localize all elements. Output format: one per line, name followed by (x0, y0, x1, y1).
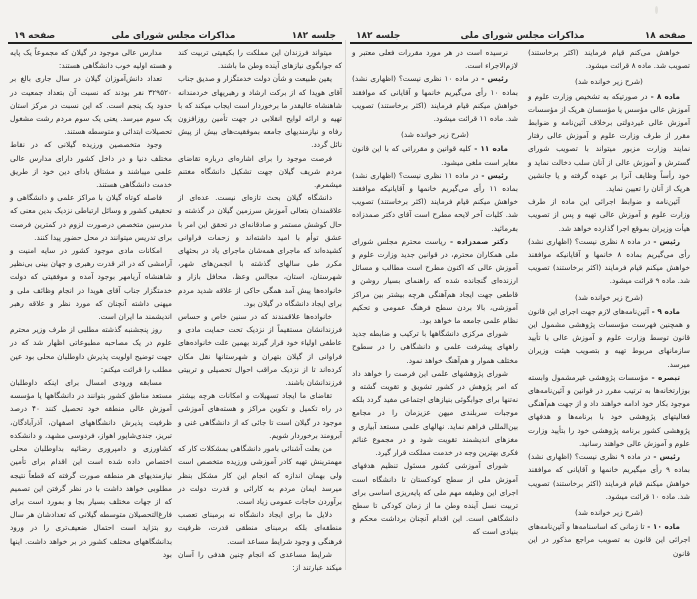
paragraph (178, 442, 342, 508)
paragraph-text: یقین طبیعت و شأن دولت خدمتگزار و صدیق جناب آقای هویدا که از برکت ارشاد و رهبریهای خردمندانه شاهنشاه عالیقدر ما برخوردار است ایجاب میکند که با تهیه و ارائه لوایح انقلابی در جهت تأمین روزافزون رفاه و نیازمندیهای جامعه بموفقیت‌های بیش از پیش نائل گردد. (178, 74, 342, 150)
paragraph (528, 235, 690, 288)
paragraph-text: دانشگاه گیلان بحث تازه‌ای نیست. عده‌ای از علاقمندان بتعالی آموزش سرزمین گیلان در گذشته و حال کوشش مستمر و صادقانه‌ای در تحقق این امر با عشق توأم با امید داشته‌اند و زحمات فراوانی کشیده‌اند که ماجرای همه‌شان ماجرای یاد در بحثهای مکرر طی سالهای گذشته با انجمن‌های شهر، شهرستان، استان، مجالس وعظ، محافل بازار و خانواده‌ها پیش آمد همگی حاکی از علاقه شدید مردم برای ایجاد دانشگاه در گیلان بود. (178, 193, 342, 308)
paragraph-text: خواهش می‌کنم قیام فرمایند (اکثر برخاستند) تصویب شد. ماده ۸ قرائت میشود. (528, 48, 690, 71)
paragraph (352, 235, 518, 327)
text-column (528, 46, 690, 560)
speaker-or-article-label: دکتر صمدزاده - (446, 236, 508, 246)
speaker-or-article-label: رئیس - (478, 74, 508, 84)
speaker-or-article-label: رئیس - (650, 236, 681, 246)
text-column (178, 46, 342, 574)
speaker-or-article-label: ماده ۹ - (649, 306, 680, 316)
paragraph (528, 450, 690, 503)
paragraph-text: فرصت موجود را برای اشاره‌ای درباره تقاضای مردم شریف گیلان جهت تشکیل دانشگاه مغتنم میشمرم. (178, 153, 342, 190)
paragraph (10, 191, 172, 244)
paragraph-text: آئین‌نامه‌های لازم جهت اجرای این قانون و همچنین فهرست مؤسسات پژوهشی مشمول این قانون توسط وزارت علوم و آموزش عالی با تأیید سازمانهای مربوط تهیه و بتصویب هیئت وزیران میرسد. (528, 306, 690, 369)
paragraph (352, 169, 518, 235)
page-gutter (345, 40, 346, 570)
paragraph (352, 72, 518, 125)
paragraph-text: شورای پژوهشهای علمی این فرصت را خواهد داد که امر پژوهش در کشور تشویق و تقویت گشته و نه‌تنها برای جوابگوئی بنیازهای اجتماعی مفید گردد بلکه موجبات سربلندی میهن عزیزمان را در مجامع بین‌المللی فراهم نماید. نهالهای علمی مستعد آبیاری و مغزهای اندیشمند تقویت شود و در مجموع غنائم فکری بهترین وجه در خدمت مملکت قرار گیرد. (352, 368, 518, 458)
paragraph-text: شورای مرکزی دانشگاهها با ترکیب و ضابطه جدید راههای پیشرفت علمی و دانشگاهی را در سطوح مختلف هموار و هم‌آهنگ خواهد نمود. (352, 329, 518, 365)
paragraph (10, 72, 172, 138)
header-title: مذاکرات مجلس شورای ملی (460, 31, 585, 41)
paragraph-text: وجود متخصصین ورزیده گیلانی که در نقاط مختلف دنیا و در داخل کشور دارای مدارس عالی علمی میباشند و مشتاق بادای دین خود از طریق خدمت دانشگاهی هستند. (10, 140, 172, 190)
paragraph-text: مدارس عالی موجود در گیلان که مجموعاً یک پایه و هسته اولیه خوب دانشگاهی هستند: (10, 48, 172, 71)
paragraph (10, 323, 172, 376)
speaker-or-article-label: رئیس - (650, 452, 681, 462)
paragraph (352, 142, 518, 168)
paragraph-text: در ماده ۱۰ نظری نیست؟ (اظهاری نشد) بماده ۱۰ رأی می‌گیریم خانمها و آقایانی که موافقند خواهش میکنم قیام فرمایند (اکثر برخاستند) تصویب شد. ماده ۱۱ قرائت میشود. (352, 74, 518, 124)
paragraph-text: روز پنجشنبه گذشته مطلبی از طرف وزیر محترم علوم در یک مصاحبه مطبوعاتی اظهار شد که در جهت توضیح اولویت پذیرش داوطلبان محلی بود عین مطلب را قرائت میکنم: (10, 325, 172, 374)
session-number: جلسه ۱۸۲ (356, 31, 401, 41)
paragraph (352, 46, 518, 72)
paragraph-text: خانواده‌ها علاقمندند که در سنین خاص و حساس فرزندانشان مستقیماً از نزدیک تحت حمایت مادی و عاطفی اولیاء خود قرار گیرند بهمین علت خانواده‌های فراوانی از گیلان بتهران و شهرستانها نقل مکان کرده‌اند تا از نزدیک مراقب احوال تحصیلی و تربیتی فرزندانشان باشند. (178, 312, 342, 388)
paragraph (528, 90, 690, 196)
paragraph-text: در ماده ۹ نظری نیست؟ (اظهاری نشد) بماده ۹ رأی میگیریم خانمها و آقایانی که موافقند خواهش میکنم قیام فرمایند (اکثر برخاستند) تصویب شد. ماده ۱۰ قرائت میشود. (528, 452, 690, 501)
paragraph-text: مسابقه ورودی امسال برای اینکه داوطلبان مستعد مناطق کشور بتوانند در دانشگاهها یا مؤسسه آموزش عالی منطقه خود تحصیل کنند ۴۰ درصد ظرفیت پذیرش دانشگاههای اصفهان، آذرآبادگان، تبریز، جندی‌شاپور اهواز، فردوسی مشهد، و دانشکده کشاورزی و دامپروری رضائیه بداوطلبان محلی اختصاص داده شده است این اقدام برای تأمین نیازمندیهای هر منطقه صورت گرفته که قطعاً نتیجه مطلوبی خواهد داشت با در نظر گرفتن این تصمیم که از جهات مختلف بسیار بجا و بمورد است برای فارغ‌التحصیلان متوسطه گیلانی که تعدادشان هر سال رو بتزاید است احتمال ضعیف‌تری را در ورود بدانشگاههای مختلف کشور در بر خواهد داشت. اینها بود (10, 378, 172, 559)
paragraph (528, 195, 690, 235)
paragraph (352, 367, 518, 459)
paragraph (528, 46, 690, 72)
paragraph-text: آئین‌نامه و ضوابط اجرائی این ماده از طرف وزارت علوم و آموزش عالی تهیه و پس از تصویب هیأت وزیران بموقع اجرا گذارده خواهد شد. (528, 197, 690, 233)
paragraph (178, 508, 342, 548)
paragraph-text: تقاضای ما ایجاد تسهیلات و امکانات هرچه بیشتر در راه تکمیل و تکوین مراکز و هسته‌های آموزشی موجود در گیلان است تا جائی که از دانشگاهی غنی و آبرومند برخوردار شویم. (178, 391, 342, 440)
paragraph (528, 371, 690, 450)
session-number: جلسه ۱۸۲ (291, 31, 336, 41)
paragraph-text: میتواند فرزندان این مملکت را بکیفیتی تربیت کند که جوابگوی نیازهای آینده وطن ما باشند. (178, 48, 342, 71)
text-column (352, 46, 518, 539)
speaker-or-article-label: ماده ۱۰ - (644, 522, 680, 532)
paragraph (178, 191, 342, 310)
paragraph-text: شورای آموزشی کشور مسئول تنظیم هدفهای آموزش ملی از سطح کودکستان تا دانشگاه است اجرای این وظیفه مهم ملی که پایه‌ریزی اساسی برای تربیت نسل آینده وطن ما از زمان کودکی تا سطح دانشگاهی است. این اقدام آنچنان برداشت محکم و بنیادی است که (352, 461, 518, 537)
paragraph (352, 327, 518, 367)
paragraph (178, 46, 342, 72)
page-number: صفحه ۱۹ (14, 31, 56, 41)
read-aloud-note: (شرح زیر خوانده شد) (575, 507, 643, 517)
paragraph-text: دلایل ما برای ایجاد دانشگاه نه برمبنای تعصب منطقه‌ای بلکه برمبنای منطقی قدرت، ظرفیت فرهنگی و وجود شرایط مساعد است. (178, 510, 342, 546)
page-header (350, 27, 692, 44)
paragraph (352, 459, 518, 538)
read-aloud-note: (شرح زیر خوانده شد) (401, 130, 469, 140)
paragraph-text: در ماده ۱۱ نظری نیست؟ (اظهاری نشد) بماده ۱۱ رأی می‌گیریم خانمها و آقایانیکه موافقند خواهش میکنم قیام فرمایند (اکثر برخاستند) تصویب شد. کلیات آخر لایحه مطرح است آقای دکتر صمدزاده بفرمائید. (352, 170, 518, 233)
paragraph-text: تعداد دانش‌آموزان گیلان در سال جاری بالغ بر ۳۲۹۵۲۰ نفر بودند که نسبت آن بتعداد جمعیت در حدود یک پنجم است. که این نسبت در مرکز استان یک سوم میرسد. یعنی یک سوم مردم رشت مشغول تحصیلات ابتدائی و متوسطه هستند. (10, 74, 172, 137)
paragraph-text: شرایط مساعدی که انجام چنین هدفی را آسان میکند عبارتند از: (178, 549, 342, 572)
paragraph-text: امکانات مادی موجود کشور در سایه امنیت و آرامشی که در اثر قدرت رهبری و جهان بینی بی‌نظیر شاهنشاه آریامهر بوجود آمده و موفقیتی که دولت خدمتگزار جناب آقای هویدا در انجام وظائف ملی و میهنی داشته آنچنان که مورد نظر و علاقه رهبر اندیشمند ما ایران است. (10, 246, 172, 322)
speaker-or-article-label: تبصره - (648, 372, 681, 382)
paragraph (178, 548, 342, 574)
paragraph (10, 376, 172, 561)
paragraph-text: ریاست محترم مجلس شورای ملی همکاران محترم، در قوانین جدید وزارت علوم و آموزش عالی که اکنون مطرح است مطالب و مسائل ارزنده‌ای گنجانده شده که راهنمای بسیار روشن و قاطعی جهت ایجاد هم‌آهنگی هرچه بیشتر بین مراکز آموزشی، بالا بردن سطح فرهنگ عمومی و تحکیم نظام علمی جامعه ما خواهد بود. (352, 236, 518, 326)
page-header (8, 27, 342, 44)
speaker-or-article-label: ماده ۱۱ - (471, 144, 508, 154)
page-number: صفحه ۱۸ (644, 31, 686, 41)
paragraph-text: در صورتیکه به تشخیص وزارت علوم و آموزش عالی مؤسس یا مؤسسان هریک از مؤسسات آموزش عالی غیردولتی برخلاف آئین‌نامه و ضوابط مقرر از طرف وزارت علوم و آموزش عالی رفتار نمایند وزارت مزبور میتواند با تصویب شورای گسترش و آموزش عالی از آنان سلب دخالت نماید و خود رأساً وظایف آنرا بر عهده گرفته و یا جانشین هریک از آنان را تعیین نماید. (528, 91, 690, 194)
paragraph-text: در ماده ۸ نظری نیست؟ (اظهاری نشد) رأی می‌گیریم بماده ۸ خانمها و آقایانیکه موافقند خواهش میکنم قیام فرمایند (اکثر برخاستند) تصویب شد. ماده ۹ قرائت میشود. (528, 236, 690, 286)
text-column (10, 46, 172, 561)
paragraph (10, 138, 172, 191)
header-title: مذاکرات مجلس شورای ملی (111, 31, 236, 41)
paragraph (528, 520, 690, 560)
paragraph (178, 310, 342, 389)
paragraph (178, 389, 342, 442)
paragraph (10, 244, 172, 323)
paragraph-text: فاصله کوتاه گیلان با مراکز علمی و دانشگاهی و تحقیقی کشور و وسائل ارتباطی نزدیک بدین معنی که مدرسین متخصص درصورت لزوم در کمترین فرصت برای تدریس میتوانند در محل حضور پیدا کنند. (10, 193, 172, 242)
read-aloud-note: (شرح زیر خوانده شد) (575, 77, 643, 87)
paragraph-text: تا زمانی که اساسنامه‌ها و آئین‌نامه‌های اجرائی این قانون به تصویب مراجع مذکور در این قانون (528, 522, 690, 558)
paragraph (10, 46, 172, 72)
read-aloud-note: (شرح زیر خوانده شد) (575, 292, 643, 302)
paragraph-text: من بعلت آشنائی بامور دانشگاهی بمشکلات کار که مهمترینش تهیه کادر آموزشی ورزیده متخصص است ولی بهمان اندازه که انجام این کار مشکل بنظر میرسد ایمان مردم به کارائی و قدرت دولت در برآوردن حاجات عمومی زیاد است. (178, 444, 342, 506)
speaker-or-article-label: ماده ۸ - (647, 91, 680, 101)
paragraph (528, 305, 690, 371)
scan-mark (655, 6, 658, 14)
paragraph (178, 152, 342, 192)
paragraph-text: نرسیده است در هر مورد مقررات فعلی معتبر و لازم‌الاجراء است. (352, 48, 518, 71)
paragraph-text: مؤسسات پژوهشی غیرمشمول وابسته بوزارتخانه‌ها به ترتیب مقرر در قوانین و آئین‌نامه‌های موجود بکار خود ادامه خواهند داد و از جهت هم‌آهنگی فعالیتهای پژوهشی خود با برنامه‌ها و هدفهای پژوهشی کشور برنامه پژوهشی خود را بتأیید وزارت علوم و آموزش عالی خواهند رسانید. (528, 372, 690, 448)
paragraph (178, 72, 342, 151)
speaker-or-article-label: رئیس - (478, 170, 508, 180)
paragraph-text: کلیه قوانین و مقرراتی که با این قانون مغایر است ملغی میشود. (352, 144, 518, 167)
